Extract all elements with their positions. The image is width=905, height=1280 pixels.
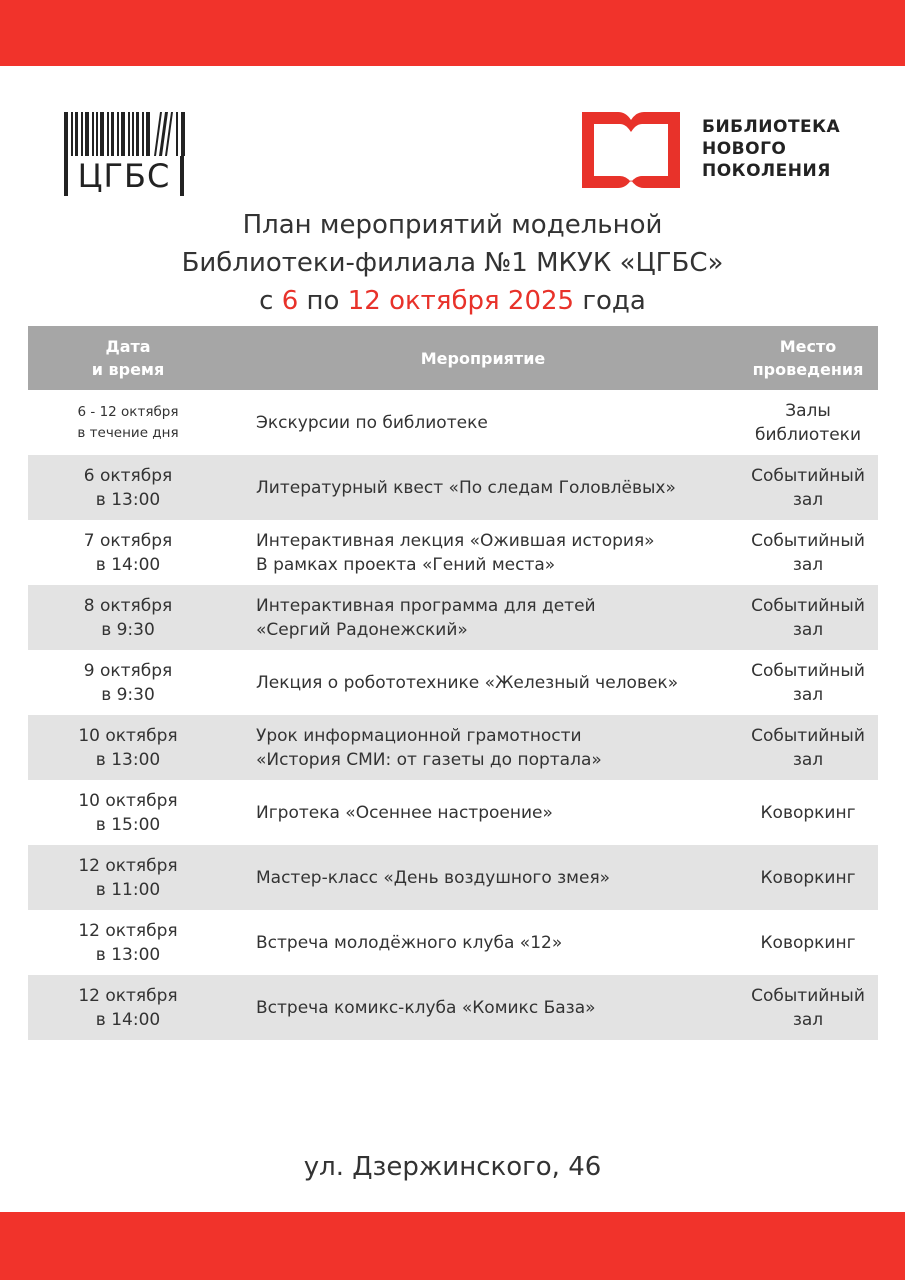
table-row	[28, 650, 878, 715]
event-title-line: Встреча молодёжного клуба «12»	[256, 932, 563, 953]
event-title	[228, 715, 738, 780]
event-date	[28, 455, 228, 520]
event-venue-line: Коворкинг	[760, 802, 856, 823]
event-title-line: Интерактивная программа для детей	[256, 595, 596, 616]
event-venue-line: Событийный	[751, 660, 865, 681]
logo-line-1: БИБЛИОТЕКА	[702, 117, 841, 137]
event-date	[28, 910, 228, 975]
table-row	[28, 520, 878, 585]
barcode-icon	[64, 112, 186, 156]
table-row	[28, 455, 878, 520]
title-prefix: с	[259, 286, 282, 316]
event-title-line: Игротека «Осеннее настроение»	[256, 802, 553, 823]
event-title	[228, 650, 738, 715]
event-date-line: в течение дня	[77, 424, 179, 441]
event-venue-line: Коворкинг	[760, 932, 856, 953]
event-venue-line: Событийный	[751, 985, 865, 1006]
event-title-line: Интерактивная лекция «Ожившая история»	[256, 530, 655, 551]
title-suffix: года	[574, 286, 646, 316]
event-title	[228, 910, 738, 975]
table-header-row	[28, 326, 878, 390]
table-row	[28, 910, 878, 975]
event-venue-line: зал	[792, 619, 824, 640]
event-venue-line: зал	[792, 1009, 824, 1030]
event-title-line: Лекция о робототехнике «Железный человек»	[256, 672, 679, 693]
event-title	[228, 585, 738, 650]
event-venue-line: Событийный	[751, 530, 865, 551]
header-place-line-1: Место	[779, 337, 837, 356]
open-book-icon	[582, 112, 680, 188]
event-venue	[738, 520, 878, 585]
logo-line-3: ПОКОЛЕНИЯ	[702, 161, 831, 181]
header-place	[738, 326, 878, 390]
event-venue-line: Залы	[785, 400, 831, 421]
event-date-line: 9 октября	[83, 660, 173, 681]
event-date-line: в 13:00	[95, 749, 161, 770]
event-venue	[738, 650, 878, 715]
page-title	[40, 206, 865, 320]
event-title	[228, 520, 738, 585]
event-date	[28, 845, 228, 910]
title-middle: по	[298, 286, 348, 316]
event-date	[28, 780, 228, 845]
title-line-3	[40, 282, 865, 320]
event-date-line: в 9:30	[101, 619, 155, 640]
table-row	[28, 845, 878, 910]
event-title	[228, 455, 738, 520]
event-venue-line: зал	[792, 749, 824, 770]
event-venue	[738, 390, 878, 455]
event-date-line: в 13:00	[95, 489, 161, 510]
event-title-line: Встреча комикс-клуба «Комикс База»	[256, 997, 596, 1018]
table-row	[28, 715, 878, 780]
event-date-line: 6 октября	[83, 465, 173, 486]
table-row	[28, 585, 878, 650]
event-date	[28, 520, 228, 585]
cgbs-logo-text: ЦГБС	[64, 156, 184, 196]
event-date-line: 10 октября	[78, 725, 178, 746]
event-venue-line: зал	[792, 684, 824, 705]
event-venue	[738, 585, 878, 650]
header-date-line-2: и время	[91, 360, 165, 379]
event-venue-line: Событийный	[751, 725, 865, 746]
event-venue-line: Коворкинг	[760, 867, 856, 888]
event-venue-line: зал	[792, 554, 824, 575]
event-date-line: 8 октября	[83, 595, 173, 616]
event-venue	[738, 975, 878, 1040]
event-date-line: 6 - 12 октября	[77, 403, 179, 420]
event-venue	[738, 910, 878, 975]
table-row	[28, 390, 878, 455]
event-venue-line: Событийный	[751, 465, 865, 486]
event-date	[28, 975, 228, 1040]
event-title-line: Экскурсии по библиотеке	[256, 412, 488, 433]
title-start-date: 6	[281, 286, 299, 316]
event-title-line: Мастер-класс «День воздушного змея»	[256, 867, 611, 888]
event-venue-line: библиотеки	[754, 424, 861, 445]
title-line-2: Библиотеки-филиала №1 МКУК «ЦГБС»	[181, 248, 724, 278]
event-venue-line: зал	[792, 489, 824, 510]
event-title	[228, 845, 738, 910]
bottom-red-band	[0, 1212, 905, 1280]
title-end-date: 12 октября 2025	[347, 286, 575, 316]
header-place-line-2: проведения	[752, 360, 864, 379]
event-title-line: Урок информационной грамотности	[256, 725, 582, 746]
event-date	[28, 650, 228, 715]
event-title-line: «История СМИ: от газеты до портала»	[256, 749, 602, 770]
event-venue	[738, 455, 878, 520]
header-date	[28, 326, 228, 390]
event-title	[228, 780, 738, 845]
event-venue	[738, 845, 878, 910]
event-date-line: в 14:00	[95, 554, 161, 575]
top-red-band	[0, 0, 905, 66]
event-date-line: в 11:00	[95, 879, 161, 900]
event-date-line: в 15:00	[95, 814, 161, 835]
event-date-line: 12 октября	[78, 920, 178, 941]
event-title-line: «Сергий Радонежский»	[256, 619, 468, 640]
event-venue	[738, 780, 878, 845]
table-row	[28, 975, 878, 1040]
event-venue	[738, 715, 878, 780]
address: ул. Дзержинского, 46	[303, 1152, 602, 1182]
event-date	[28, 390, 228, 455]
event-date	[28, 585, 228, 650]
event-title-line: В рамках проекта «Гений места»	[256, 554, 556, 575]
events-table	[28, 326, 878, 1040]
event-date-line: 12 октября	[78, 855, 178, 876]
event-date	[28, 715, 228, 780]
table-row	[28, 780, 878, 845]
event-date-line: 12 октября	[78, 985, 178, 1006]
event-date-line: в 13:00	[95, 944, 161, 965]
event-title-line: Литературный квест «По следам Головлёвых»	[256, 477, 676, 498]
title-line-1: План мероприятий модельной	[242, 210, 663, 240]
logo-line-2: НОВОГО	[702, 139, 787, 159]
event-date-line: 7 октября	[83, 530, 173, 551]
event-title	[228, 975, 738, 1040]
new-generation-library-logo	[582, 112, 852, 188]
event-venue-line: Событийный	[751, 595, 865, 616]
event-date-line: 10 октября	[78, 790, 178, 811]
event-date-line: в 9:30	[101, 684, 155, 705]
event-date-line: в 14:00	[95, 1009, 161, 1030]
event-title	[228, 390, 738, 455]
header-date-line-1: Дата	[105, 337, 151, 356]
header-event: Мероприятие	[228, 326, 738, 390]
cgbs-logo	[64, 112, 186, 196]
